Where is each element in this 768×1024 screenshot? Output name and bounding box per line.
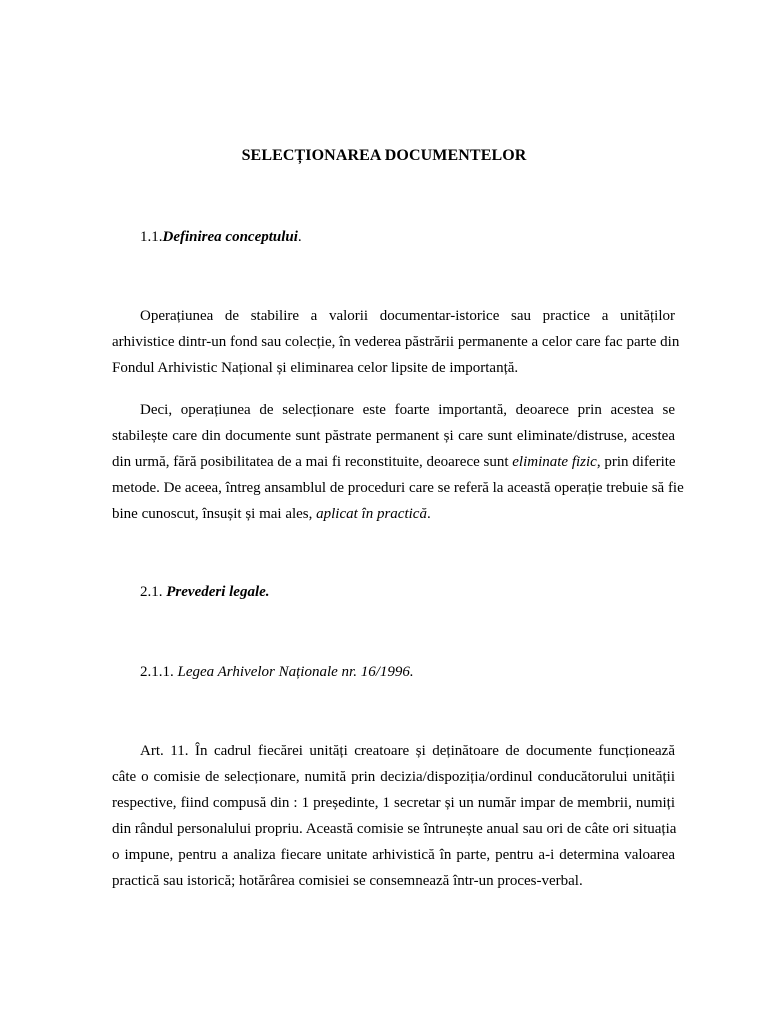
paragraph-line: respective, fiind compusă din : 1 președinte, 1 secretar și un număr impar de membrii, numiți: [112, 795, 675, 811]
paragraph-line: din rândul personalului propriu. Această comisie se întrunește anual sau ori de câte ori situația: [112, 821, 677, 837]
paragraph-line: Fondul Arhivistic Național și eliminarea celor lipsite de importanță.: [112, 360, 519, 376]
paragraph-line: arhivistice dintr-un fond sau colecție, în vederea păstrării permanente a celor care fac parte din: [112, 334, 680, 350]
paragraph-line: stabilește care din documente sunt păstrate permanent și care sunt eliminate/distruse, acestea: [112, 428, 675, 444]
paragraph-line: o impune, pentru a analiza fiecare unitate arhivistică în parte, pentru a-i determina valoarea: [112, 847, 675, 863]
paragraph-line: câte o comisie de selecționare, numită prin decizia/dispoziția/ordinul conducătorului unității: [112, 769, 675, 785]
section-trailing-dot: .: [297, 229, 302, 245]
paragraph-line: Art. 11. În cadrul fiecărei unități creatoare și deținătoare de documente funcționează: [140, 743, 675, 759]
section-heading-2-1: [140, 584, 270, 601]
italic-run: eliminate fizic: [512, 454, 597, 470]
section-title: Definirea conceptului: [162, 229, 298, 245]
text-run: .: [426, 506, 431, 522]
paragraph-line: Deci, operațiunea de selecționare este foarte importantă, deoarece prin acestea se: [140, 402, 675, 418]
paragraph-line: Operațiunea de stabilire a valorii documentar-istorice sau practice a unităților: [140, 308, 675, 324]
text-run: , prin diferite: [596, 454, 676, 470]
section-title: Legea Arhivelor Naționale nr. 16/1996.: [177, 664, 414, 680]
paragraph-line: metode. De aceea, întreg ansamblul de proceduri care se referă la această operație trebuie să fie: [112, 480, 684, 496]
text-run: din urmă, fără posibilitatea de a mai fi reconstituite, deoarece sunt: [112, 454, 513, 470]
document-title: SELECȚIONAREA DOCUMENTELOR: [241, 147, 527, 164]
paragraph-line: [112, 501, 675, 527]
paragraph-definition: [112, 303, 680, 381]
section-heading-2-1-1: [140, 664, 414, 681]
paragraph-article-11: [112, 738, 677, 894]
paragraph-line: [112, 449, 675, 475]
italic-run: aplicat în practică: [316, 506, 427, 522]
section-title: Prevederi legale.: [166, 584, 270, 600]
section-number: 2.1.1.: [140, 664, 178, 680]
section-heading-1-1: [140, 229, 302, 246]
section-number: 1.1.: [140, 229, 163, 245]
text-run: bine cunoscut, însușit și mai ales,: [112, 506, 317, 522]
paragraph-line: practică sau istorică; hotărârea comisiei se consemnează într-un proces-verbal.: [112, 873, 583, 889]
paragraph-importance: [112, 397, 684, 527]
section-number: 2.1.: [140, 584, 167, 600]
